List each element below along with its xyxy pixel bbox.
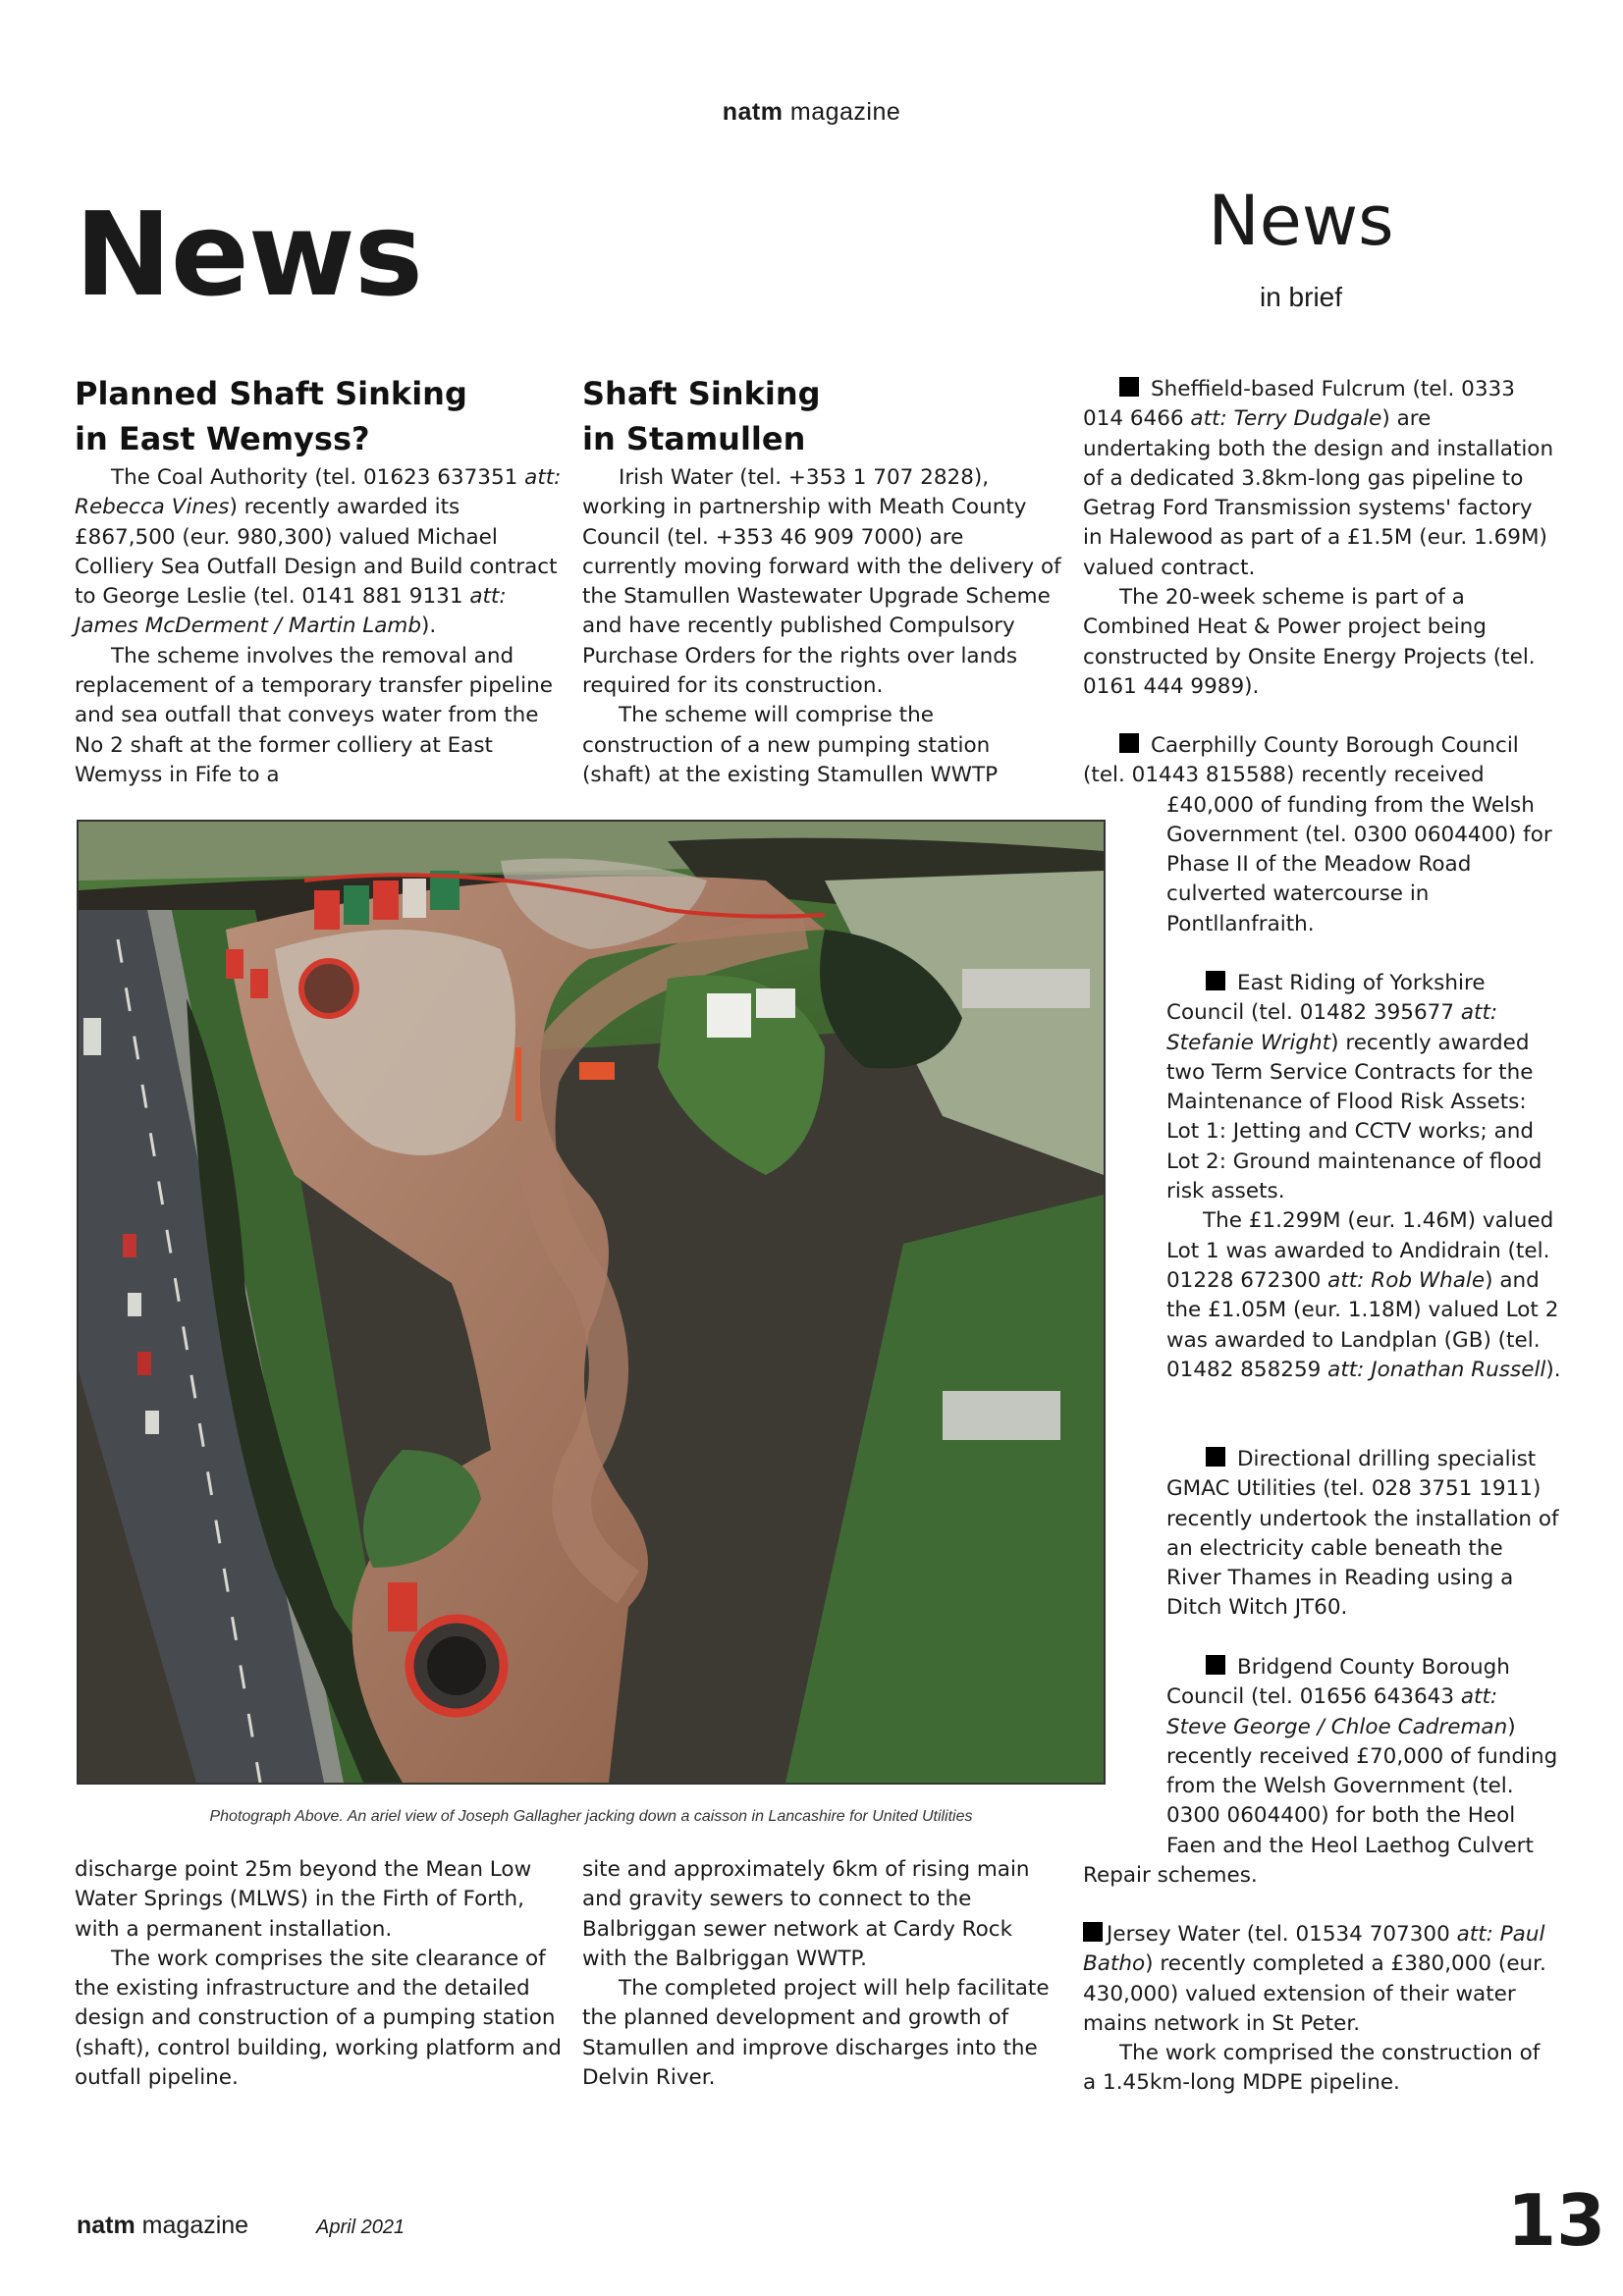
text: ) and the £1.05M (eur. 1.18M) valued Lot 2 was awarded to Landplan (GB) (tel. 01482 858259 [1166,1267,1559,1382]
photo-caption: Photograph Above. An ariel view of Joseph Gallagher jacking down a caisson in Lancashire for United Utilities [209,1808,973,1825]
article1-heading-line2: in East Wemyss? [75,420,370,457]
text-italic: att: James McDerment / Martin Lamb [75,584,507,639]
text-italic: att: Jonathan Russell [1327,1357,1546,1382]
text: Jersey Water (tel. 01534 707300 [1107,1922,1457,1947]
text: ) recently awarded its £867,500 (eur. 980,300) valued Michael Colliery Sea Outfall Design and Build contract to George Leslie (tel. 0141 881 9131 [75,495,558,610]
text: East Riding of Yorkshire Council (tel. 01482 395677 [1166,971,1486,1026]
bullet-square-icon [1083,1922,1103,1942]
magazine-header [0,98,1623,127]
bullet-square-icon [1206,971,1225,990]
text: ). [421,614,437,639]
brief-item-2 [1083,731,1558,939]
brief-item-5-end: Repair schemes. [1083,1863,1258,1888]
article1-body-top [75,463,566,790]
article2-para1: Irish Water (tel. +353 1 707 2828), working in partnership with Meath County Council (tel. +353 46 909 7000) are currently moving forward with the delivery of the Stamullen Wastewater Upgrade Scheme and have recently published Compulsory Purchase Orders for the rights over lands required for its construction. [582,465,1061,699]
text: Directional drilling specialist GMAC Utilities (tel. 028 3751 1911) recently undertook the installation of an electricity cable beneath the River Thames in Reading using a Ditch Witch JT60. [1166,1447,1559,1621]
text-italic: att: Stefanie Wright [1166,1000,1498,1055]
text: Sheffield-based Fulcrum (tel. 0333 014 6466 [1083,377,1515,432]
aerial-site-image [79,822,1104,1783]
brief-item-6-para2: The work comprised the construction of a 1.45km-long MDPE pipeline. [1083,2041,1541,2096]
article2-para3: The completed project will help facilitate the planned development and growth of Stamullen and improve discharges into the Delvin River. [582,1976,1050,2091]
article1-heading-line1: Planned Shaft Sinking [75,375,467,412]
text: Caerphilly County Borough Council [1151,733,1519,758]
text: ) recently received £70,000 of funding from the Welsh Government (tel. 0300 0604400) for both the Heol Faen and the Heol Laethog Culvert [1166,1714,1558,1858]
article1-top [75,371,566,790]
aerial-photo [77,820,1106,1785]
brief-subtitle: in brief [1259,282,1343,312]
brief-item-5 [1166,1653,1561,1861]
article2-body-bottom [582,1855,1061,2093]
brief-item-1 [1083,375,1558,702]
text: ) recently completed a £380,000 (eur. 430,000) valued extension of their water mains network in St Peter. [1083,1951,1546,2036]
bullet-square-icon [1206,1447,1225,1467]
magazine-name-rest: magazine [783,98,901,126]
text: The Coal Authority (tel. 01623 637351 [111,465,525,490]
text: ) recently awarded two Term Service Contracts for the Maintenance of Flood Risk Assets: Lot 1: Jetting and CCTV works; and Lot 2: Ground maintenance of flood risk assets. [1166,1030,1542,1204]
text: Bridgend County Borough Council (tel. 01656 643643 [1166,1655,1510,1710]
article1-body-bottom [75,1855,566,2093]
bullet-square-icon [1119,733,1139,753]
text-italic: att: Steve George / Chloe Cadreman [1166,1684,1508,1739]
brief-title: News [1208,181,1394,261]
article1-heading [75,371,566,461]
footer-magazine-rest: magazine [135,2212,249,2239]
brief-item-2-line2: (tel. 01443 815588) recently received [1083,763,1485,788]
brief-item-3 [1166,969,1561,1385]
brief-item-4 [1166,1445,1561,1624]
bullet-square-icon [1119,377,1139,397]
magazine-name-bold: natm [722,98,784,126]
article1-para1 [75,463,566,642]
article2-heading-line2: in Stamullen [582,420,806,457]
article1-para2-continued: discharge point 25m beyond the Mean Low Water Springs (MLWS) in the Firth of Forth, with a permanent installation. [75,1857,532,1942]
text-italic: att: Rob Whale [1327,1267,1486,1293]
article1-para3: The work comprises the site clearance of the existing infrastructure and the detailed design and construction of a pumping station (shaft), control building, working platform and outfall pipeline. [75,1946,562,2091]
text: The £1.299M (eur. 1.46M) valued Lot 1 was awarded to Andidrain (tel. 01228 672300 [1166,1208,1554,1293]
article2-para2: The scheme will comprise the construction of a new pumping station (shaft) at the existing Stamullen WWTP [582,703,999,787]
footer-magazine-bold: natm [77,2212,135,2239]
page-number: 13 [1507,2179,1606,2262]
footer-magazine-name [77,2212,248,2240]
text-italic: att: Terry Dudgale [1190,406,1382,432]
text: ) are undertaking both the design and installation of a dedicated 3.8km-long gas pipeline to Getrag Ford Transmission systems' factory in Halewood as part of a £1.5M (eur. 1.69M) valued contract. [1083,406,1554,580]
brief-item-1-para2: The 20-week scheme is part of a Combined Heat & Power project being constructed by Onsite Energy Projects (tel. 0161 444 9989). [1083,585,1536,699]
article2-top [582,371,1061,790]
brief-item-6 [1083,1920,1558,2099]
article1-para2: The scheme involves the removal and replacement of a temporary transfer pipeline and sea outfall that conveys water from the No 2 shaft at the former colliery at East Wemyss in Fife to a [75,643,553,787]
brief-item-2-rest: £40,000 of funding from the Welsh Government (tel. 0300 0604400) for Phase II of the Meadow Road culverted watercourse in Pontllanfraith. [1166,792,1552,936]
text-italic: att: Rebecca Vines [75,465,562,520]
article2-heading-line1: Shaft Sinking [582,375,821,412]
footer-date: April 2021 [316,2216,406,2238]
text-italic: att: Paul Batho [1083,1922,1545,1977]
article2-body-top [582,463,1061,790]
article2-heading [582,371,1061,461]
bullet-square-icon [1206,1655,1225,1675]
text: ). [1545,1357,1561,1382]
article2-para2-continued: site and approximately 6km of rising main and gravity sewers to connect to the Balbriggan sewer network at Cardy Rock with the Balbriggan WWTP. [582,1857,1030,1971]
page-title: News [75,187,423,322]
